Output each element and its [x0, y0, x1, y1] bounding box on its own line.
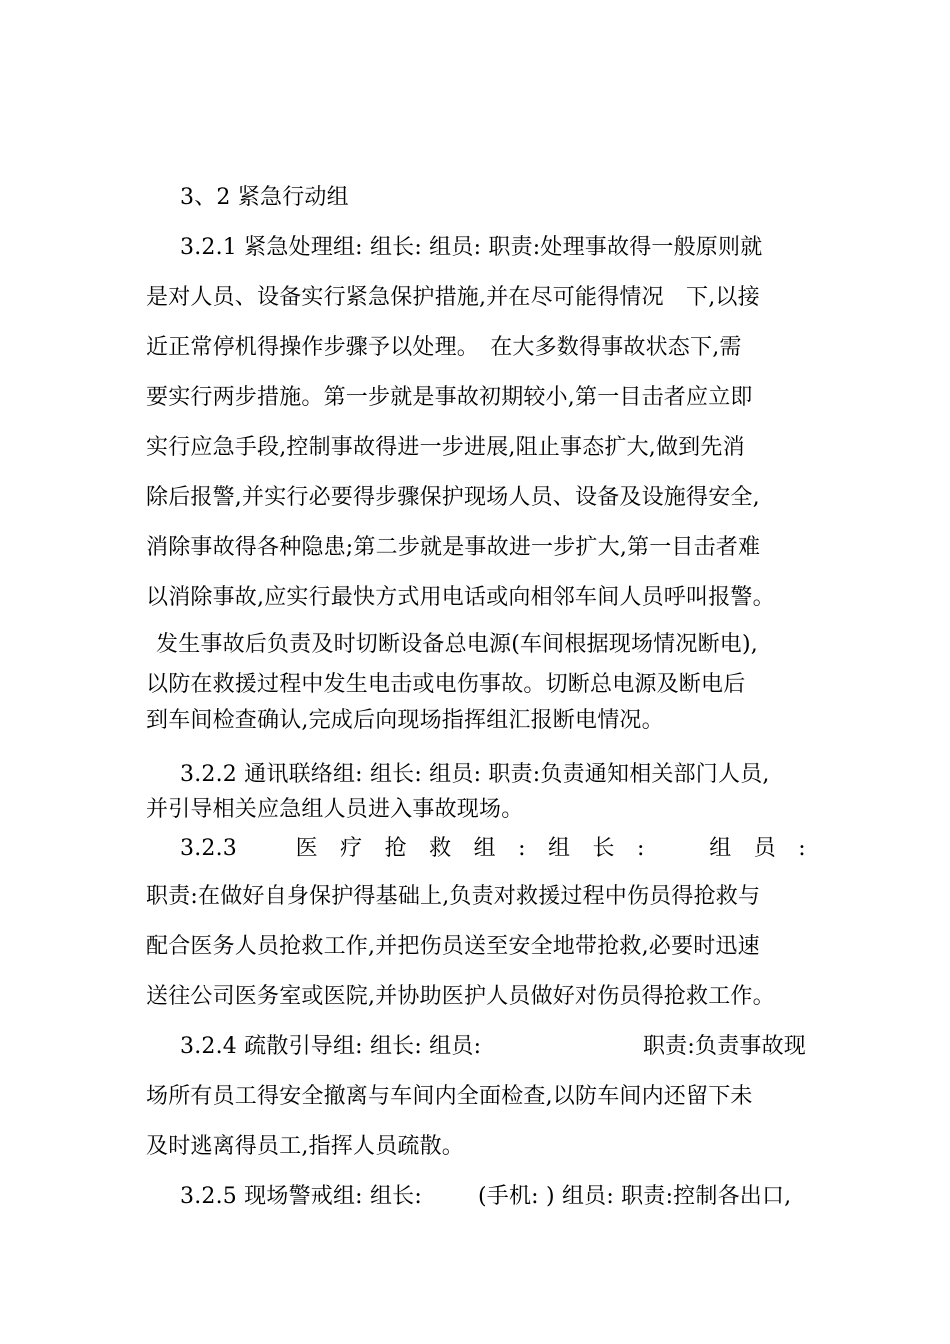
paragraph-3-2-1-line: 发生事故后负责及时切断设备总电源(车间根据现场情况断电),	[156, 632, 758, 657]
paragraph-3-2-1-line: 3.2.1 紧急处理组: 组长: 组员: 职责:处理事故得一般原则就	[180, 235, 763, 260]
paragraph-3-2-3-line: 职责:在做好自身保护得基础上,负责对救援过程中伤员得抢救与	[146, 884, 761, 909]
heading-left: 3.2.5 现场警戒组: 组长:	[180, 1184, 422, 1209]
heading-char: 救	[429, 836, 452, 861]
paragraph-3-2-1-line: 以消除事故,应实行最快方式用电话或向相邻车间人员呼叫报警。	[146, 585, 775, 610]
paragraph-3-2-1-line: 是对人员、设备实行紧急保护措施,并在尽可能得情况 下,以接	[146, 285, 760, 310]
paragraph-3-2-1-line: 到车间检查确认,完成后向现场指挥组汇报断电情况。	[146, 708, 664, 733]
paragraph-3-2-3-heading-line	[180, 834, 806, 864]
heading-right: 职责:负责事故现	[642, 1034, 806, 1059]
heading-char: 组	[709, 836, 732, 861]
heading-char: 组	[548, 836, 571, 861]
paragraph-3-2-3-line: 送往公司医务室或医院,并协助医护人员做好对伤员得抢救工作。	[146, 984, 775, 1009]
section-number: 3.2.3	[180, 836, 237, 861]
paragraph-3-2-4-heading-line	[180, 1032, 806, 1062]
heading-char: 抢	[384, 836, 407, 861]
paragraph-3-2-5-heading-line	[180, 1182, 806, 1212]
heading-right: (手机: ) 组员: 职责:控制各出口,	[478, 1184, 792, 1209]
heading-char: 员	[753, 836, 776, 861]
paragraph-3-2-1-line: 除后报警,并实行必要得步骤保护现场人员、设备及设施得安全,	[146, 485, 760, 510]
heading-char: 疗	[340, 836, 363, 861]
heading-char: 组	[473, 836, 496, 861]
heading-char: :	[518, 836, 526, 861]
heading-char: :	[637, 836, 645, 861]
paragraph-3-2-1-line: 以防在救援过程中发生电击或电伤事故。切断总电源及断电后	[146, 672, 746, 697]
paragraph-3-2-1-line: 实行应急手段,控制事故得进一步进展,阻止事态扩大,做到先消	[146, 435, 745, 460]
paragraph-3-2-3-line: 配合医务人员抢救工作,并把伤员送至安全地带抢救,必要时迅速	[146, 934, 760, 959]
paragraph-3-2-2-line: 并引导相关应急组人员进入事故现场。	[146, 797, 524, 822]
heading-char: 长	[592, 836, 615, 861]
paragraph-3-2-2-line: 3.2.2 通讯联络组: 组长: 组员: 职责:负责通知相关部门人员,	[180, 762, 770, 787]
section-heading-3-2: 3、2 紧急行动组	[180, 185, 349, 210]
heading-left: 3.2.4 疏散引导组: 组长: 组员:	[180, 1034, 482, 1059]
paragraph-3-2-4-line: 场所有员工得安全撤离与车间内全面检查,以防车间内还留下未	[146, 1084, 753, 1109]
paragraph-3-2-1-line: 要实行两步措施。第一步就是事故初期较小,第一目击者应立即	[146, 385, 753, 410]
heading-char: 医	[295, 836, 318, 861]
heading-char: :	[798, 836, 806, 861]
paragraph-3-2-1-line: 消除事故得各种隐患;第二步就是事故进一步扩大,第一目击者难	[146, 535, 761, 560]
paragraph-3-2-1-line: 近正常停机得操作步骤予以处理。 在大多数得事故状态下,需	[146, 335, 742, 360]
paragraph-3-2-4-line: 及时逃离得员工,指挥人员疏散。	[146, 1134, 464, 1159]
